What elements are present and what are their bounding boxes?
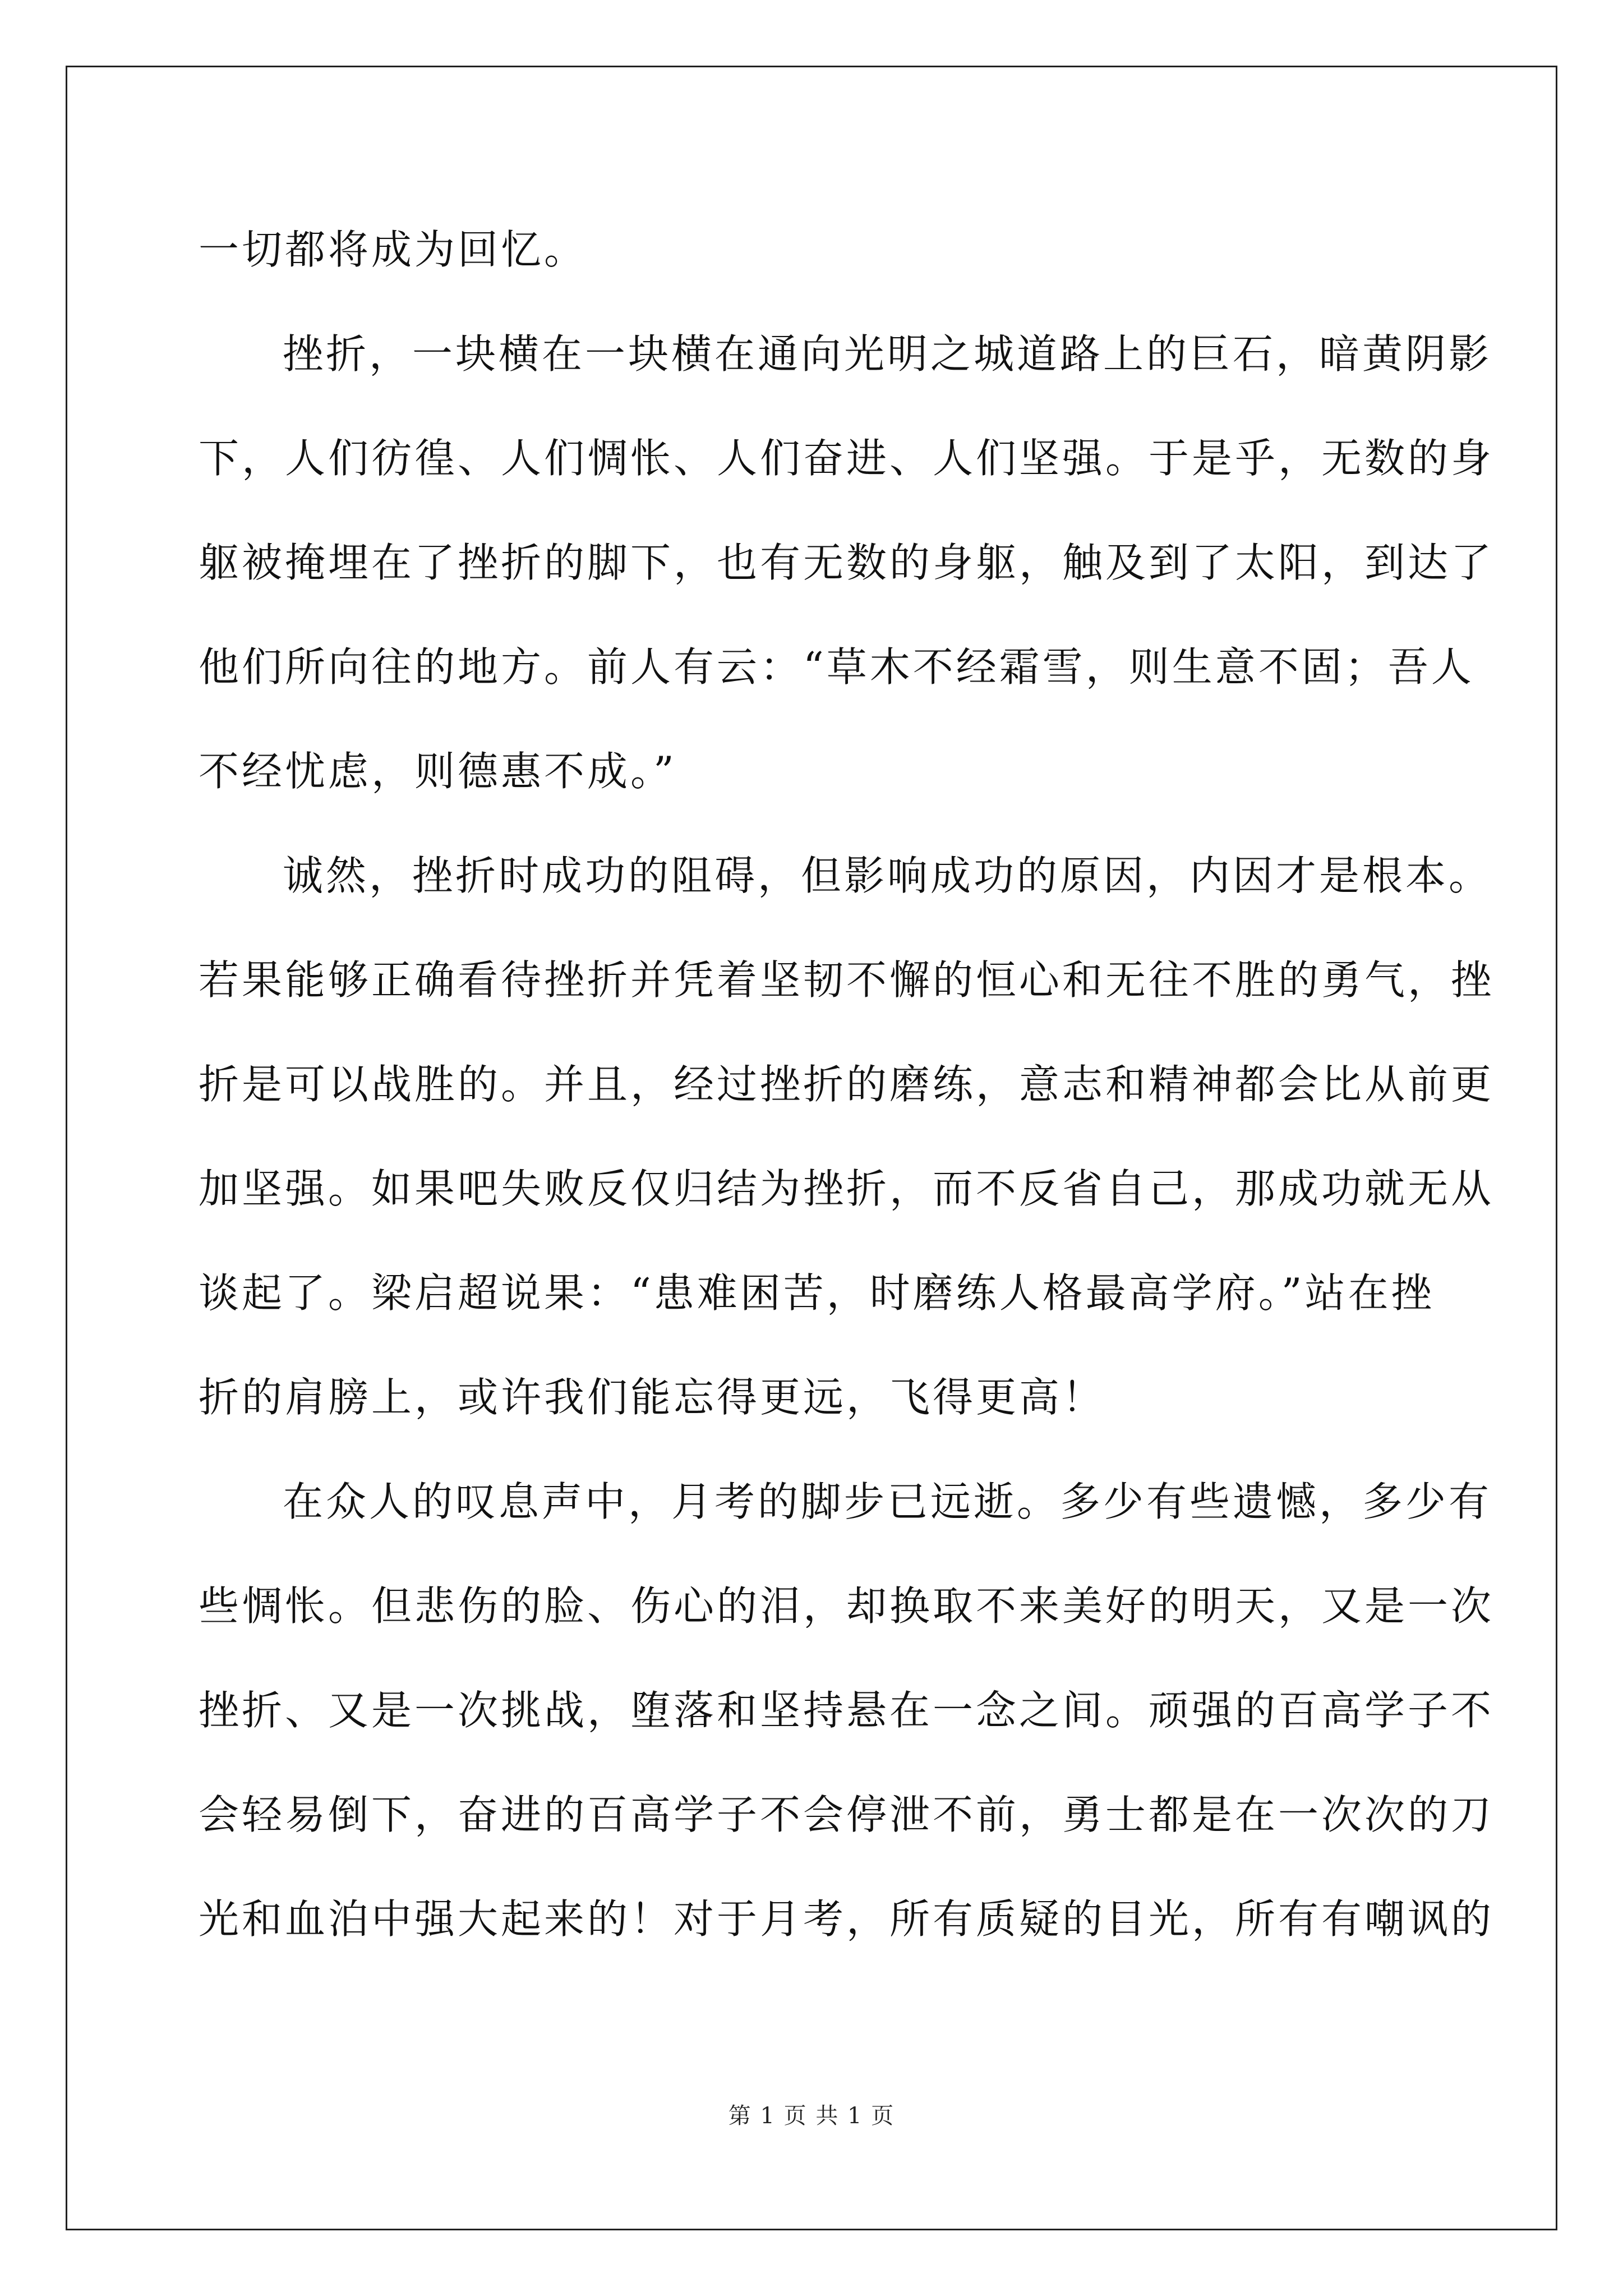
text-line: 些惆怅。但悲伤的脸、伤心的泪，却换取不来美好的明天，又是一次 <box>199 1582 1495 1630</box>
text-line: 若果能够正确看待挫折并凭着坚韧不懈的恒心和无往不胜的勇气，挫 <box>199 956 1495 1004</box>
text-line: 会轻易倒下，奋进的百高学子不会停泄不前，勇士都是在一次次的刀 <box>199 1791 1495 1838</box>
text-line: 折的肩膀上，或许我们能忘得更远，飞得更高！ <box>199 1374 1106 1421</box>
text-line: 下，人们彷徨、人们惆怅、人们奋进、人们坚强。于是乎，无数的身 <box>199 435 1495 482</box>
text-line: 折是可以战胜的。并且，经过挫折的磨练，意志和精神都会比从前更 <box>199 1061 1495 1108</box>
page-number-footer: 第 1 页 共 1 页 <box>728 2103 895 2129</box>
text-line: 不经忧虑，则德惠不成。” <box>199 748 677 795</box>
document-body <box>199 222 1495 1995</box>
text-line: 谈起了。梁启超说果：“患难困苦，时磨练人格最高学府。”站在挫 <box>199 1269 1435 1317</box>
text-line: 他们所向往的地方。前人有云：“草木不经霜雪，则生意不固；吾人 <box>199 643 1474 691</box>
text-line: 躯被掩埋在了挫折的脚下，也有无数的身躯，触及到了太阳，到达了 <box>199 539 1495 586</box>
text-line: 诚然，挫折时成功的阻碍，但影响成功的原因，内因才是根本。 <box>283 852 1492 899</box>
text-line: 一切都将成为回忆。 <box>199 226 588 273</box>
text-line: 挫折，一块横在一块横在通向光明之城道路上的巨石，暗黄阴影 <box>283 330 1492 378</box>
text-line: 加坚强。如果吧失败反仅归结为挫折，而不反省自己，那成功就无从 <box>199 1165 1495 1212</box>
text-line: 在众人的叹息声中，月考的脚步已远逝。多少有些遗憾，多少有 <box>283 1478 1492 1525</box>
text-line: 挫折、又是一次挑战，堕落和坚持悬在一念之间。顽强的百高学子不 <box>199 1687 1495 1734</box>
text-line: 光和血泊中强大起来的！对于月考，所有质疑的目光，所有有嘲讽的 <box>199 1895 1495 1943</box>
